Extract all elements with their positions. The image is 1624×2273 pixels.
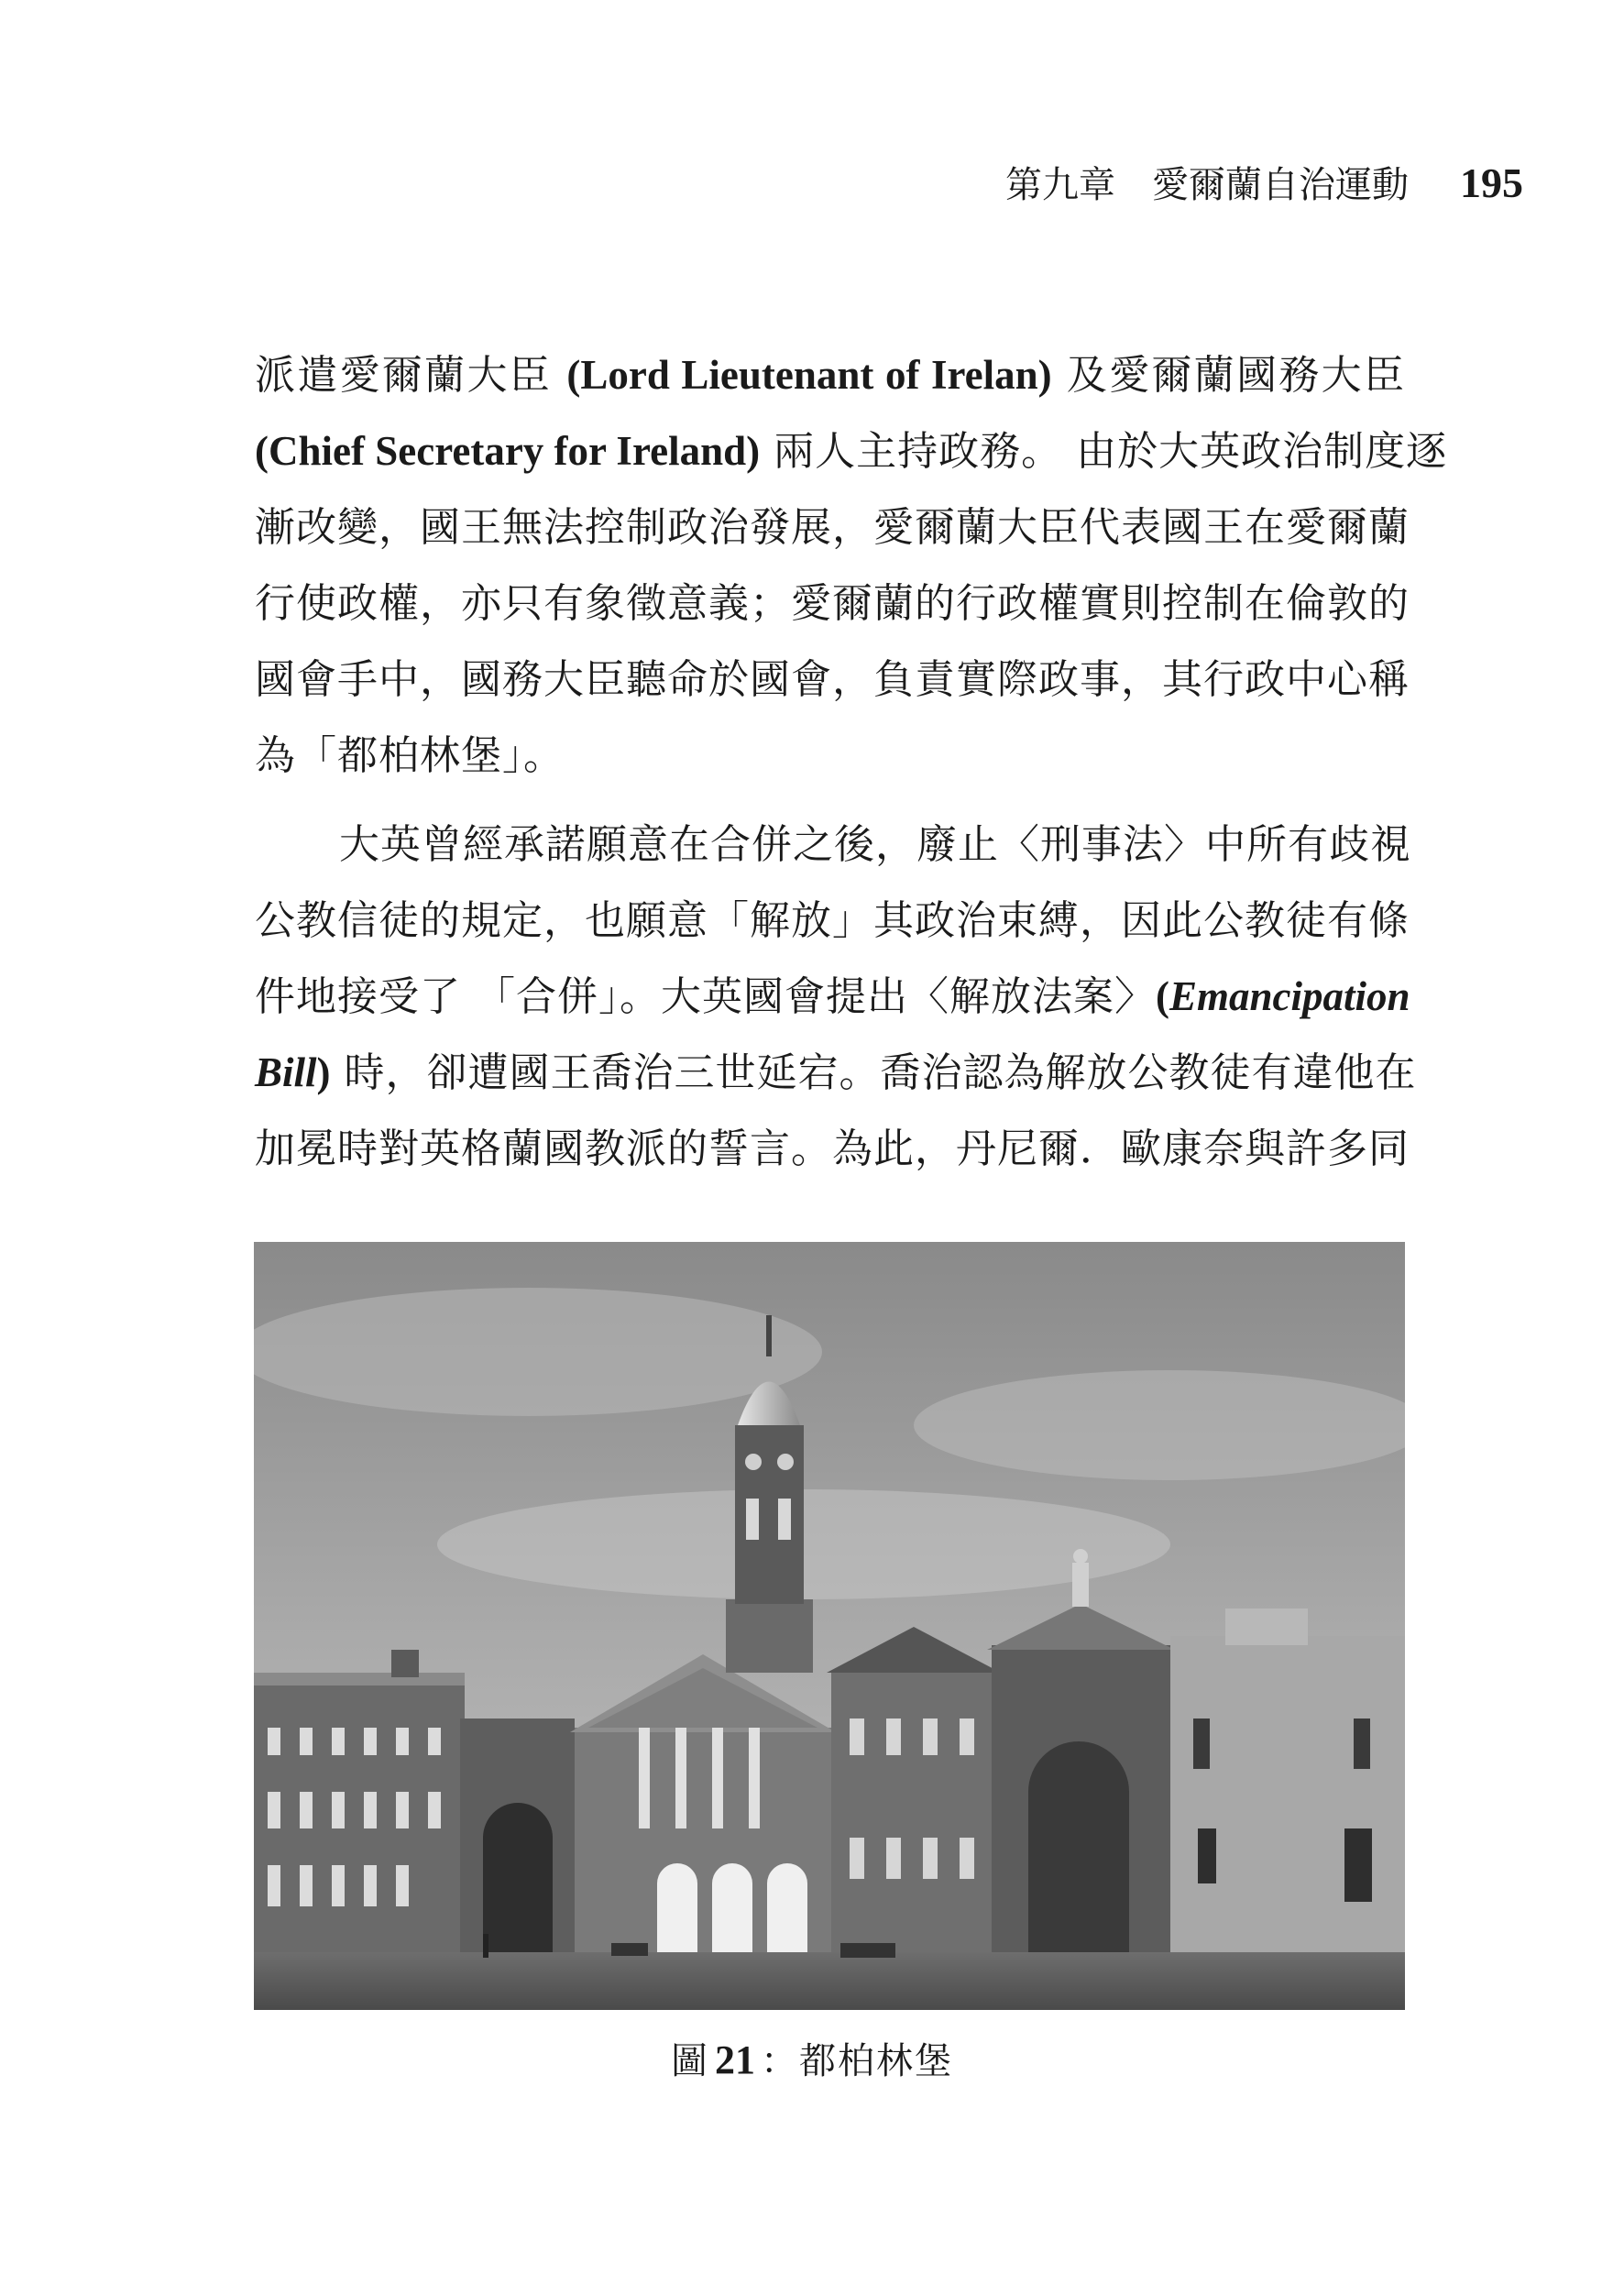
chapter-title: 愛爾蘭自治運動 bbox=[1152, 164, 1409, 206]
running-header bbox=[1005, 156, 1523, 213]
caption-number: 21 bbox=[715, 2037, 755, 2082]
paragraph-1-line-6: 為「都柏林堡」。 bbox=[255, 732, 565, 779]
latin-term: Emancipation bbox=[1169, 973, 1410, 1019]
latin-term: Bill bbox=[255, 1049, 317, 1095]
dublin-castle-photo bbox=[254, 1242, 1405, 2010]
text-span: 派遣愛爾蘭大臣 bbox=[255, 352, 567, 399]
paragraph-1-line-2 bbox=[255, 413, 1448, 489]
figure-caption bbox=[0, 2033, 1624, 2089]
paragraph-2-line-4 bbox=[255, 1035, 1417, 1111]
paren: ( bbox=[1155, 973, 1169, 1019]
paragraph-2-line-3 bbox=[255, 959, 1410, 1035]
paragraph-1-line-3: 漸改變，國王無法控制政治發展，愛爾蘭大臣代表國王在愛爾蘭 bbox=[255, 504, 1410, 551]
paragraph-2-line-2: 公教信徒的規定，也願意「解放」其政治束縛，因此公教徒有條 bbox=[255, 897, 1410, 944]
body-text bbox=[255, 337, 1448, 1187]
caption-prefix: 圖 bbox=[671, 2040, 709, 2082]
paragraph-2-line-1: 大英曾經承諾願意在合併之後，廢止〈刑事法〉中所有歧視 bbox=[339, 821, 1411, 868]
paren: ) bbox=[316, 1049, 331, 1095]
text-span: 時，卻遭國王喬治三世延宕。喬治認為解放公教徒有違他在 bbox=[330, 1049, 1417, 1096]
paragraph-1-line-4: 行使政權，亦只有象徵意義；愛爾蘭的行政權實則控制在倫敦的 bbox=[255, 580, 1410, 627]
paragraph-1-line-5: 國會手中，國務大臣聽命於國會，負責實際政事，其行政中心稱 bbox=[255, 656, 1410, 703]
latin-term: (Chief Secretary for Ireland) bbox=[255, 428, 761, 474]
page-number: 195 bbox=[1460, 159, 1523, 206]
text-span: 兩人主持政務。 由於大英政治制度逐 bbox=[760, 428, 1448, 475]
text-span: 件地接受了 「合併」。大英國會提出〈解放法案〉 bbox=[255, 973, 1156, 1020]
chapter-label: 第九章 bbox=[1005, 164, 1115, 206]
text-span: 及愛爾蘭國務大臣 bbox=[1051, 352, 1405, 399]
caption-text: ：都柏林堡 bbox=[761, 2040, 953, 2082]
latin-term: (Lord Lieutenant of Irelan) bbox=[566, 352, 1052, 398]
paragraph-2-line-5: 加冕時對英格蘭國教派的誓言。為此，丹尼爾．歐康奈與許多同 bbox=[255, 1126, 1410, 1172]
paragraph-1-line-1 bbox=[255, 337, 1405, 413]
